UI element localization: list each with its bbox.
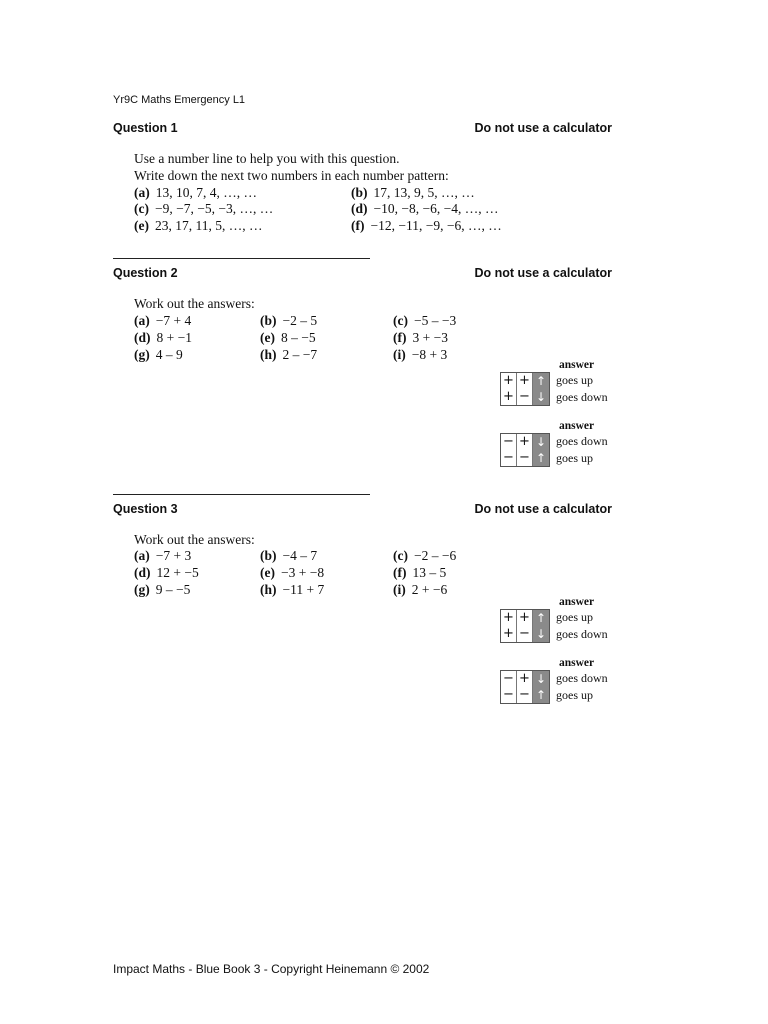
question-2-part-h [260,347,317,363]
question-3-intro: Work out the answers: [134,532,255,547]
question-3-part-h [260,582,324,598]
part-text: −11 + 7 [282,582,325,597]
down-arrow-icon: ↓ [533,671,549,687]
rule-description: goes down [556,390,608,404]
part-text: −2 – 5 [282,313,318,328]
part-text: 3 + −3 [412,330,448,345]
part-text: 8 – −5 [280,330,316,345]
part-label: (b) [260,313,277,328]
up-arrow-icon: ↑ [533,687,549,703]
part-label: (h) [260,582,277,597]
part-label: (e) [260,565,275,580]
rule-row [500,450,620,467]
question-2-title: Question 2 [113,266,178,280]
rule-description: goes up [556,688,593,702]
section-divider [113,494,370,495]
part-label: (d) [134,565,151,580]
plus-cell: + [517,671,533,687]
question-3-part-c [393,548,456,564]
question-1-part-a [134,185,257,201]
part-text: −5 – −3 [413,313,457,328]
question-1-title: Question 1 [113,121,178,135]
part-text: −12, −11, −9, −6, …, … [370,218,502,233]
rule-row [500,433,620,450]
part-label: (f) [351,218,365,233]
minus-cell: − [517,626,533,642]
minus-cell: − [501,434,517,450]
part-label: (i) [393,347,406,362]
question-3-part-a [134,548,191,564]
subtracting-sign-rule [500,656,620,704]
plus-cell: + [501,626,517,642]
question-2-part-f [393,330,448,346]
question-1-intro-line-2: Write down the next two numbers in each number pattern: [134,168,449,183]
part-label: (h) [260,347,277,362]
question-1-part-c [134,201,273,217]
rule-description: goes down [556,627,608,641]
adding-sign-rule [500,595,620,643]
part-text: −4 – 7 [282,548,318,563]
part-label: (c) [393,548,408,563]
question-2-part-i [393,347,447,363]
question-3-calculator-note: Do not use a calculator [474,502,612,516]
question-1-part-b [351,185,475,201]
question-3-part-f [393,565,446,581]
down-arrow-icon: ↓ [533,434,549,450]
question-2-calculator-note: Do not use a calculator [474,266,612,280]
question-3-part-e [260,565,324,581]
part-label: (a) [134,313,150,328]
question-2-part-a [134,313,191,329]
rule-row [500,687,620,704]
adding-sign-rule [500,358,620,406]
minus-cell: − [517,687,533,703]
question-2-part-b [260,313,317,329]
part-label: (b) [260,548,277,563]
plus-cell: + [501,610,517,626]
question-2-part-g [134,347,183,363]
part-text: −7 + 4 [155,313,192,328]
up-arrow-icon: ↑ [533,610,549,626]
minus-cell: − [517,389,533,405]
part-label: (e) [260,330,275,345]
part-text: 23, 17, 11, 5, …, … [154,218,263,233]
rule-heading: answer [559,359,595,371]
rule-description: goes up [556,373,593,387]
part-label: (g) [134,347,150,362]
question-3-title: Question 3 [113,502,178,516]
part-label: (d) [134,330,151,345]
question-3-part-d [134,565,199,581]
question-3-part-b [260,548,317,564]
part-label: (e) [134,218,149,233]
minus-cell: − [501,687,517,703]
part-label: (d) [351,201,368,216]
question-3-part-g [134,582,190,598]
part-label: (a) [134,548,150,563]
rule-heading: answer [559,657,595,669]
part-text: −8 + 3 [411,347,448,362]
part-label: (b) [351,185,368,200]
rule-description: goes up [556,610,593,624]
down-arrow-icon: ↓ [533,626,549,642]
minus-cell: − [501,450,517,466]
minus-cell: − [517,450,533,466]
part-text: 4 – 9 [155,347,183,362]
part-text: −9, −7, −5, −3, …, … [154,201,274,216]
question-2-part-d [134,330,192,346]
question-1-calculator-note: Do not use a calculator [474,121,612,135]
rule-description: goes up [556,451,593,465]
question-1-intro-line-1: Use a number line to help you with this question. [134,151,400,166]
rule-row [500,389,620,406]
part-label: (i) [393,582,406,597]
part-text: 17, 13, 9, 5, …, … [373,185,475,200]
up-arrow-icon: ↑ [533,373,549,389]
part-text: 12 + −5 [156,565,199,580]
section-divider [113,258,370,259]
part-text: −10, −8, −6, −4, …, … [373,201,499,216]
part-label: (f) [393,565,407,580]
plus-cell: + [501,389,517,405]
worksheet-header: Yr9C Maths Emergency L1 [113,94,246,106]
rule-row [500,609,620,626]
plus-cell: + [517,373,533,389]
rule-row [500,670,620,687]
question-1-part-f [351,218,502,234]
question-1-part-d [351,201,498,217]
part-text: −7 + 3 [155,548,192,563]
rule-description: goes down [556,671,608,685]
question-2-part-e [260,330,316,346]
part-text: 2 – −7 [282,347,318,362]
part-label: (c) [393,313,408,328]
plus-cell: + [517,434,533,450]
plus-cell: + [517,610,533,626]
part-text: 8 + −1 [156,330,192,345]
part-text: 9 – −5 [155,582,191,597]
part-text: 2 + −6 [411,582,448,597]
part-text: 13, 10, 7, 4, …, … [155,185,257,200]
down-arrow-icon: ↓ [533,389,549,405]
copyright-footer: Impact Maths - Blue Book 3 - Copyright Heinemann © 2002 [113,962,430,976]
question-2-intro: Work out the answers: [134,296,255,311]
rule-description: goes down [556,434,608,448]
part-text: −3 + −8 [280,565,325,580]
part-text: −2 – −6 [413,548,457,563]
part-label: (g) [134,582,150,597]
rule-row [500,372,620,389]
rule-heading: answer [559,596,595,608]
part-label: (a) [134,185,150,200]
part-text: 13 – 5 [412,565,447,580]
rule-heading: answer [559,420,595,432]
question-1-part-e [134,218,262,234]
subtracting-sign-rule [500,419,620,467]
question-2-part-c [393,313,456,329]
rule-row [500,626,620,643]
minus-cell: − [501,671,517,687]
plus-cell: + [501,373,517,389]
question-3-part-i [393,582,447,598]
part-label: (c) [134,201,149,216]
up-arrow-icon: ↑ [533,450,549,466]
part-label: (f) [393,330,407,345]
